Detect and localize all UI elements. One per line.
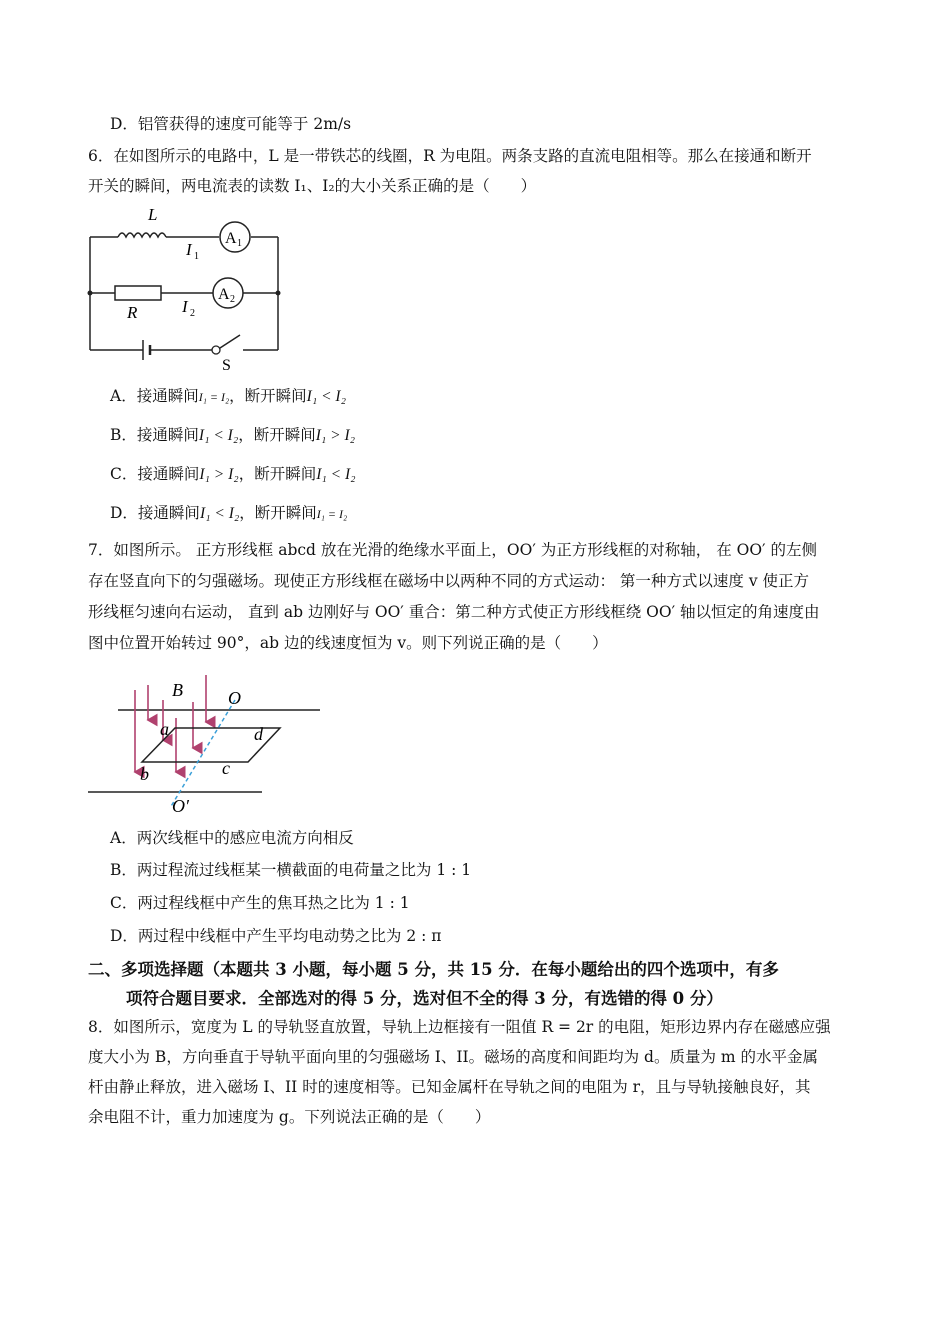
axis-o-prime-label: O′	[172, 796, 189, 816]
q7-stem-line4: 图中位置开始转过 90°，ab 边的线速度恒为 v。则下列说正确的是（ ）	[88, 634, 608, 652]
axis-o-label: O	[228, 688, 241, 708]
section2-heading-line2: 项符合题目要求．全部选对的得 5 分，选对但不全的得 3 分，有选错的得 0 分）	[126, 989, 723, 1008]
current-i1-subscript: 1	[194, 251, 199, 262]
q6-option-d: D．接通瞬间I₁ < I₂，断开瞬间I₁ = I₂	[110, 504, 348, 522]
vertex-c-label: c	[222, 758, 230, 778]
current-i1-label: I	[186, 240, 192, 259]
current-i2-label: I	[182, 297, 188, 316]
q8-stem-line1: 8．如图所示，宽度为 L 的导轨竖直放置，导轨上边框接有一阻值 R = 2r 的电阻，矩形边界内存在磁感应强	[88, 1018, 831, 1036]
q6-circuit-diagram	[80, 200, 290, 375]
vertex-b-label: b	[140, 764, 149, 784]
q8-stem-line4: 余电阻不计，重力加速度为 g。下列说法正确的是（ ）	[88, 1108, 491, 1126]
q7-option-b: B．两过程流过线框某一横截面的电荷量之比为 1 : 1	[110, 861, 472, 879]
q7-stem-line3: 形线框匀速向右运动， 直到 ab 边刚好与 OO′ 重合：第二种方式使正方形线框绕 OO′ 轴以恒定的角速度由	[88, 603, 820, 621]
vertex-a-label: a	[160, 719, 169, 739]
current-i2-subscript: 2	[190, 308, 195, 319]
ammeter-a1-label: A	[225, 230, 237, 247]
q7-stem-line2: 存在竖直向下的匀强磁场。现使正方形线框在磁场中以两种不同的方式运动： 第一种方式以速度 v 使正方	[88, 572, 810, 590]
q8-stem-line3: 杆由静止释放，进入磁场 I、II 时的速度相等。已知金属杆在导轨之间的电阻为 r，且与导轨接触良好，其	[88, 1078, 811, 1096]
resistor-label: R	[127, 303, 138, 322]
q7-square-loop-diagram	[80, 660, 340, 820]
vertex-d-label: d	[254, 724, 263, 744]
q7-stem-line1: 7．如图所示。 正方形线框 abcd 放在光滑的绝缘水平面上，OO′ 为正方形线框的对称轴， 在 OO′ 的左侧	[88, 541, 817, 559]
q7-option-a: A．两次线框中的感应电流方向相反	[110, 829, 354, 847]
q6-stem-line1: 6．在如图所示的电路中，L 是一带铁芯的线圈，R 为电阻。两条支路的直流电阻相等。那么在接通和断开	[88, 147, 812, 165]
q7-option-d: D．两过程中线框中产生平均电动势之比为 2 : π	[110, 927, 442, 945]
q6-stem-line2: 开关的瞬间，两电流表的读数 I₁、I₂的大小关系正确的是（ ）	[88, 177, 537, 195]
switch-label: S	[222, 357, 231, 374]
ammeter-a2-subscript: 2	[230, 294, 235, 305]
field-b-label: B	[172, 680, 183, 700]
q6-option-a: A．接通瞬间I₁ = I₂，断开瞬间I₁ < I₂	[110, 387, 346, 405]
q6-option-c: C．接通瞬间I₁ > I₂，断开瞬间I₁ < I₂	[110, 465, 356, 483]
ammeter-a2-label: A	[218, 286, 230, 303]
q7-option-c: C．两过程线框中产生的焦耳热之比为 1 : 1	[110, 894, 410, 912]
q8-stem-line2: 度大小为 B，方向垂直于导轨平面向里的匀强磁场 I、II。磁场的高度和间距均为 d。质量为 m 的水平金属	[88, 1048, 819, 1066]
section2-heading-line1: 二、多项选择题（本题共 3 小题，每小题 5 分，共 15 分．在每小题给出的四个选项中，有多	[88, 960, 779, 979]
inductor-label: L	[148, 205, 158, 224]
q6-option-b: B．接通瞬间I₁ < I₂，断开瞬间I₁ > I₂	[110, 426, 356, 444]
ammeter-a1-subscript: 1	[237, 238, 242, 249]
q5-option-d: D．铝管获得的速度可能等于 2m/s	[110, 115, 352, 133]
